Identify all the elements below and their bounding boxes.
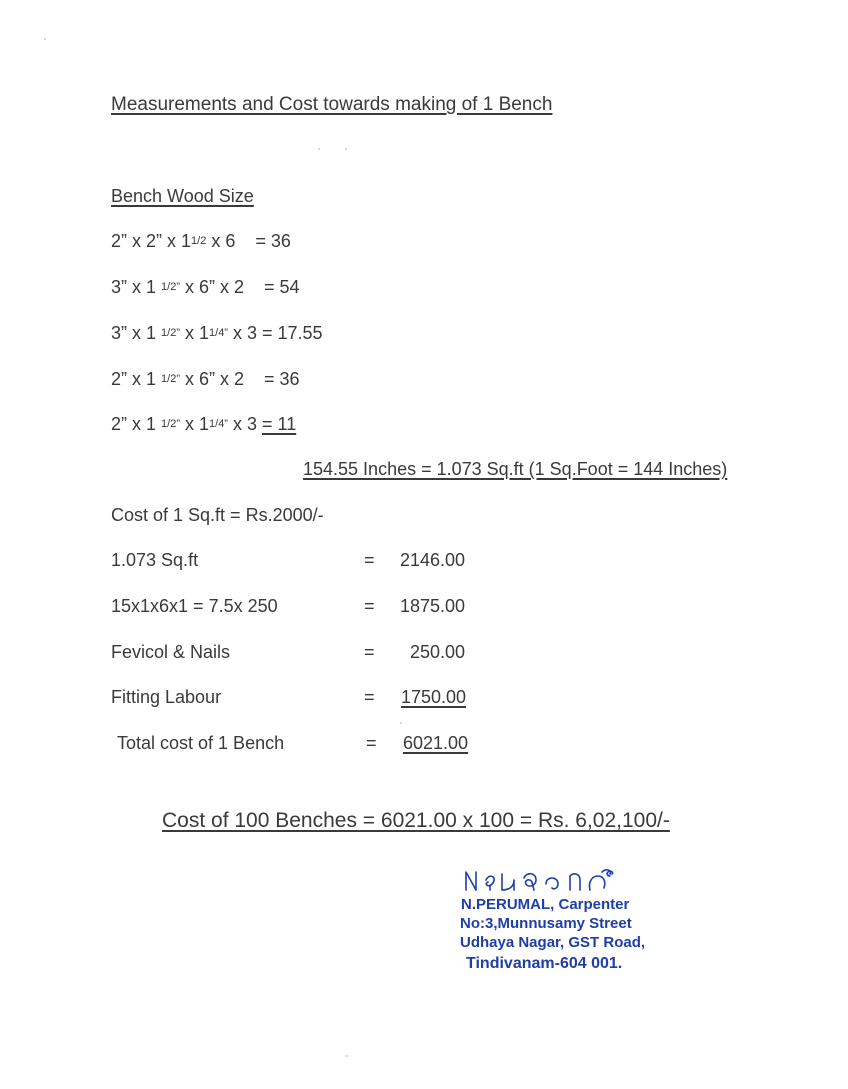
cost-value-labour: 1750.00 xyxy=(401,687,467,707)
cost-eq-fevicol: = xyxy=(364,642,375,662)
cost-value-total: 6021.00 xyxy=(403,733,469,753)
stamp-area-line: Udhaya Nagar, GST Road, xyxy=(460,934,646,951)
cost-eq-total: = xyxy=(366,733,377,753)
wood-size-line-1: 2” x 2” x $1^{1/2}$ x 6 = 36 xyxy=(111,231,291,251)
section-heading: Bench Wood Size xyxy=(111,186,254,206)
cost-label-fevicol: Fevicol & Nails xyxy=(111,642,231,662)
scan-speck xyxy=(346,1055,348,1057)
cost-eq-labour: = xyxy=(364,687,375,707)
wood-size-line-3: 3” x 1 $^{1/2”}$ x $1^{1/4”}$ x 3 = 17.55 xyxy=(111,323,323,343)
wood-size-line-5: 2” x 1 $^{1/2”}$ x $1^{1/4”}$ x 3 = 11 xyxy=(111,414,297,434)
rate-line: Cost of 1 Sq.ft = Rs.2000/- xyxy=(111,505,324,525)
cost-eq-wood: = xyxy=(364,596,375,616)
scan-speck xyxy=(44,38,46,40)
handwritten-signature xyxy=(462,866,672,898)
stamp-city-line: Tindivanam-604 001. xyxy=(466,955,623,972)
scan-speck xyxy=(345,148,347,150)
grand-total: Cost of 100 Benches = 6021.00 x 100 = Rs. 6,02,100/- xyxy=(162,809,670,832)
cost-label-labour: Fitting Labour xyxy=(111,687,222,707)
wood-size-line-5-result: = 11 xyxy=(262,414,297,434)
cost-eq-sqft: = xyxy=(364,550,375,570)
stamp-address-line: No:3,Munnusamy Street xyxy=(460,915,632,932)
cost-value-wood: 1875.00 xyxy=(400,596,466,616)
stamp-name-line: N.PERUMAL, Carpenter xyxy=(461,896,630,913)
cost-label-wood: 15x1x6x1 = 7.5x 250 xyxy=(111,596,278,616)
cost-value-sqft: 2146.00 xyxy=(400,550,466,570)
scan-speck xyxy=(400,722,402,724)
scan-speck xyxy=(318,148,320,150)
total-area: 154.55 Inches = 1.073 Sq.ft (1 Sq.Foot = 144 Inches) xyxy=(303,459,728,479)
cost-label-total: Total cost of 1 Bench xyxy=(117,733,285,753)
document-title: Measurements and Cost towards making of 1 Bench xyxy=(111,94,553,115)
cost-value-fevicol: 250.00 xyxy=(410,642,466,662)
cost-label-sqft: 1.073 Sq.ft xyxy=(111,550,199,570)
wood-size-line-2: 3” x 1 $^{1/2”}$ x 6” x 2 = 54 xyxy=(111,277,300,297)
wood-size-line-4: 2” x 1 $^{1/2”}$ x 6” x 2 = 36 xyxy=(111,369,300,389)
